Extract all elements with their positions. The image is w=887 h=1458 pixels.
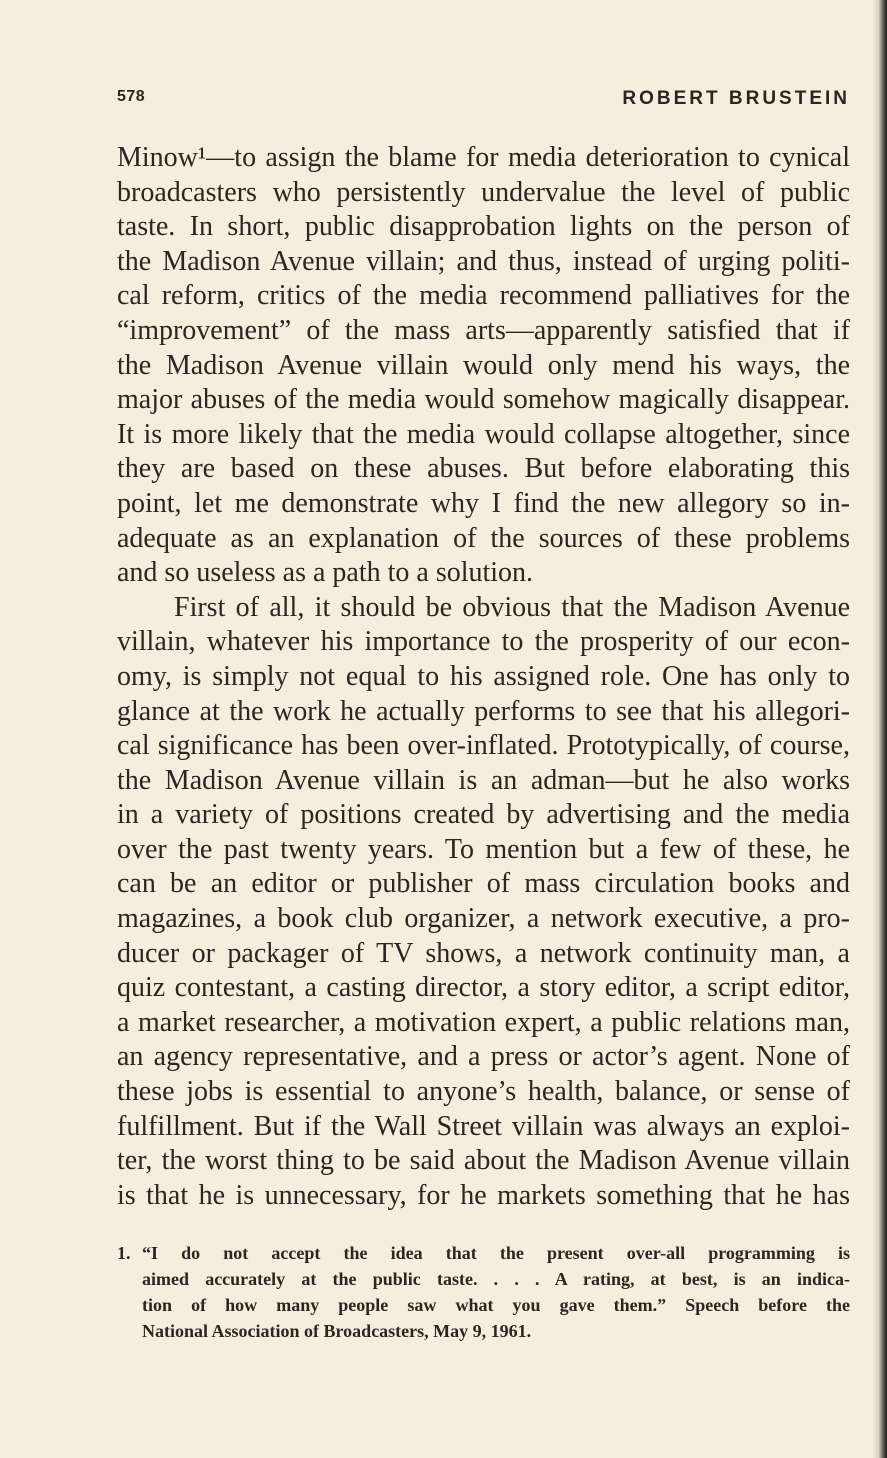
text-line: ducer or packager of TV shows, a network continuity man, a xyxy=(117,937,850,969)
footnote-line: National Association of Broadcasters, May 9, 1961. xyxy=(142,1321,532,1341)
text-line: glance at the work he actually performs to see that his allegori- xyxy=(117,695,850,727)
running-head-author: ROBERT BRUSTEIN xyxy=(622,88,850,109)
paragraph-2 xyxy=(117,591,850,1214)
footnote-number: 1. xyxy=(117,1243,131,1263)
footnote xyxy=(117,1240,850,1344)
text-line: they are based on these abuses. But before elaborating this xyxy=(117,453,850,485)
text-line: is that he is unnecessary, for he markets something that he has xyxy=(117,1179,850,1211)
text-line: the Madison Avenue villain would only mend his ways, the xyxy=(117,349,850,381)
text-line: can be an editor or publisher of mass circulation books and xyxy=(117,868,850,900)
text-line: adequate as an explanation of the sources of these problems xyxy=(117,522,850,554)
paragraph-1 xyxy=(117,141,850,591)
text-line: cal significance has been over-inflated. Prototypically, of course, xyxy=(117,730,850,762)
text-line: “improvement” of the mass arts—apparently satisfied that if xyxy=(117,314,850,346)
footnote-text: “I do not accept the idea that the present over-all programming is xyxy=(142,1243,850,1263)
text-line: omy, is simply not equal to his assigned role. One has only to xyxy=(117,660,850,692)
footnote-line xyxy=(117,1240,850,1266)
text-line: villain, whatever his importance to the prosperity of our econ- xyxy=(117,626,850,658)
text-line: in a variety of positions created by advertising and the media xyxy=(117,799,850,831)
text-line: taste. In short, public disapprobation lights on the person of xyxy=(117,211,850,243)
text-line: the Madison Avenue villain is an adman—but he also works xyxy=(117,764,850,796)
running-head xyxy=(117,88,850,112)
text-line: cal reform, critics of the media recommend palliatives for the xyxy=(117,280,850,312)
text-line: major abuses of the media would somehow magically disappear. xyxy=(117,384,850,416)
text-line: fulfillment. But if the Wall Street villain was always an exploi- xyxy=(117,1110,850,1142)
text-line: It is more likely that the media would collapse altogether, since xyxy=(117,418,850,450)
text-line: broadcasters who persistently undervalue the level of public xyxy=(117,176,850,208)
text-line: the Madison Avenue villain; and thus, instead of urging politi- xyxy=(117,245,850,277)
footnote-line: tion of how many people saw what you gave them.” Speech before the xyxy=(142,1295,850,1315)
body-text xyxy=(117,141,850,1213)
text-line: over the past twenty years. To mention but a few of these, he xyxy=(117,833,850,865)
text-line: ter, the worst thing to be said about the Madison Avenue villain xyxy=(117,1145,850,1177)
text-line: quiz contestant, a casting director, a story editor, a script editor, xyxy=(117,972,850,1004)
text-line: First of all, it should be obvious that the Madison Avenue xyxy=(174,591,850,623)
text-line: point, let me demonstrate why I find the new allegory so in- xyxy=(117,487,850,519)
text-line: magazines, a book club organizer, a network executive, a pro- xyxy=(117,903,850,935)
text-line: a market researcher, a motivation expert, a public relations man, xyxy=(117,1006,850,1038)
text-line: these jobs is essential to anyone’s health, balance, or sense of xyxy=(117,1076,850,1108)
page-number: 578 xyxy=(117,88,146,105)
book-spine-shadow xyxy=(873,0,887,1458)
text-line: Minow¹—to assign the blame for media deterioration to cynical xyxy=(117,142,850,173)
text-line: an agency representative, and a press or actor’s agent. None of xyxy=(117,1041,850,1073)
footnote-line: aimed accurately at the public taste. . . . A rating, at best, is an indica- xyxy=(142,1269,850,1289)
text-line: and so useless as a path to a solution. xyxy=(117,557,534,589)
